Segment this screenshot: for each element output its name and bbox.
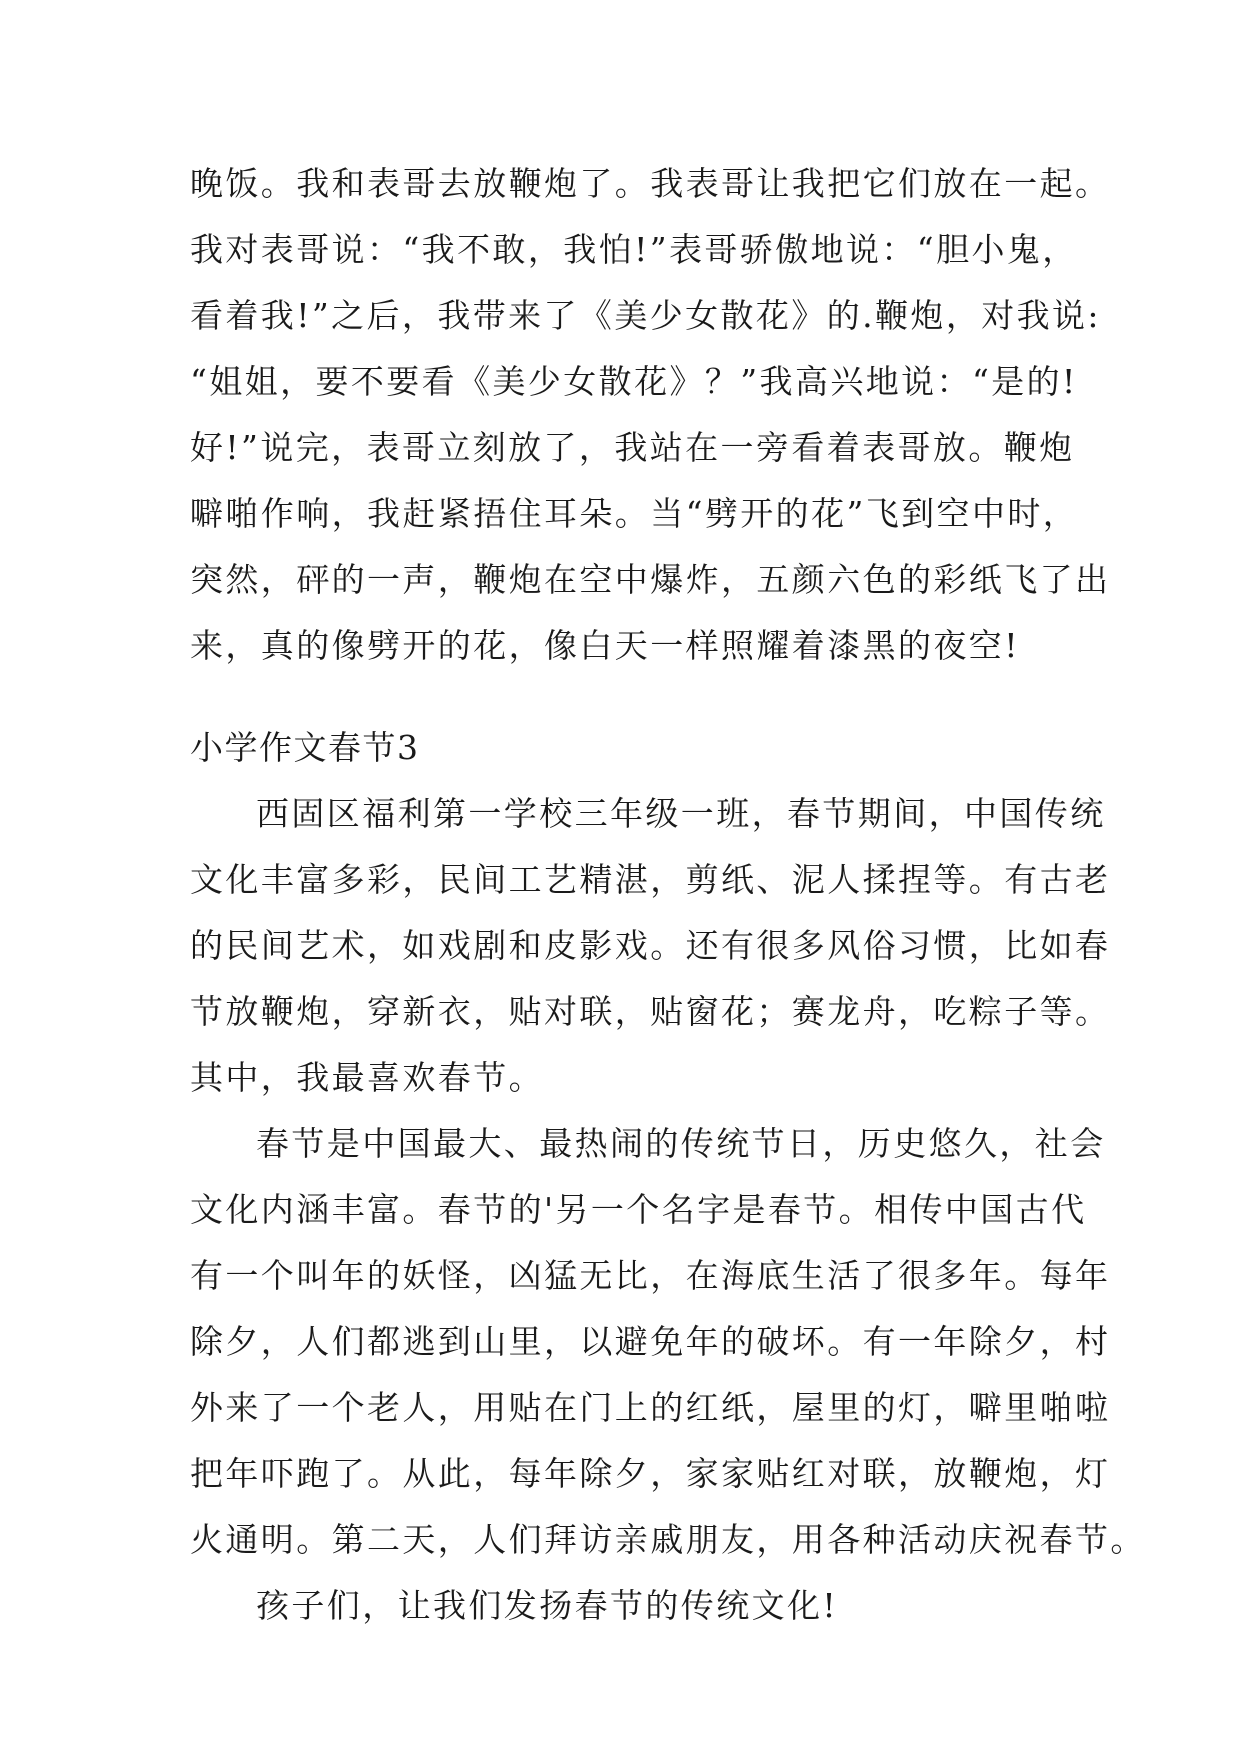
text-line: 来，真的像劈开的花，像白天一样照耀着漆黑的夜空!: [190, 626, 1020, 665]
text-line: 文化内涵丰富。春节的'另一个名字是春节。相传中国古代: [190, 1190, 1087, 1229]
text-line: 晚饭。我和表哥去放鞭炮了。我表哥让我把它们放在一起。: [190, 164, 1111, 203]
text-line: 有一个叫年的妖怪，凶猛无比，在海底生活了很多年。每年: [190, 1256, 1111, 1295]
text-line: 我对表哥说：“我不敢，我怕!”表哥骄傲地说：“胆小鬼，: [190, 230, 1078, 269]
text-line: 的民间艺术，如戏剧和皮影戏。还有很多风俗习惯，比如春: [190, 926, 1111, 965]
text-line: 节放鞭炮，穿新衣，贴对联，贴窗花；赛龙舟，吃粽子等。: [190, 992, 1111, 1031]
text-line: 孩子们，让我们发扬春节的传统文化!: [256, 1586, 839, 1625]
text-line: 好!”说完，表哥立刻放了，我站在一旁看着表哥放。鞭炮: [190, 428, 1075, 467]
text-line: 西固区福利第一学校三年级一班，春节期间，中国传统: [256, 794, 1106, 833]
text-line: 看着我!”之后，我带来了《美少女散花》的.鞭炮，对我说:: [190, 296, 1101, 335]
text-line: 春节是中国最大、最热闹的传统节日，历史悠久，社会: [256, 1124, 1106, 1163]
text-line: 其中，我最喜欢春节。: [190, 1058, 544, 1097]
essay-title: 小学作文春节3: [190, 728, 420, 767]
text-line: 突然，砰的一声，鞭炮在空中爆炸，五颜六色的彩纸飞了出: [190, 560, 1111, 599]
text-line: 文化丰富多彩，民间工艺精湛，剪纸、泥人揉捏等。有古老: [190, 860, 1111, 899]
text-line: 外来了一个老人，用贴在门上的红纸，屋里的灯，噼里啪啦: [190, 1388, 1111, 1427]
text-line: 噼啪作响，我赶紧捂住耳朵。当“劈开的花”飞到空中时，: [190, 494, 1079, 533]
text-line: 除夕，人们都逃到山里，以避免年的破坏。有一年除夕，村: [190, 1322, 1111, 1361]
text-line: “姐姐，要不要看《美少女散花》？”我高兴地说：“是的!: [190, 362, 1078, 401]
text-line: 把年吓跑了。从此，每年除夕，家家贴红对联，放鞭炮，灯: [190, 1454, 1111, 1493]
text-line: 火通明。第二天，人们拜访亲戚朋友，用各种活动庆祝春节。: [190, 1520, 1146, 1559]
